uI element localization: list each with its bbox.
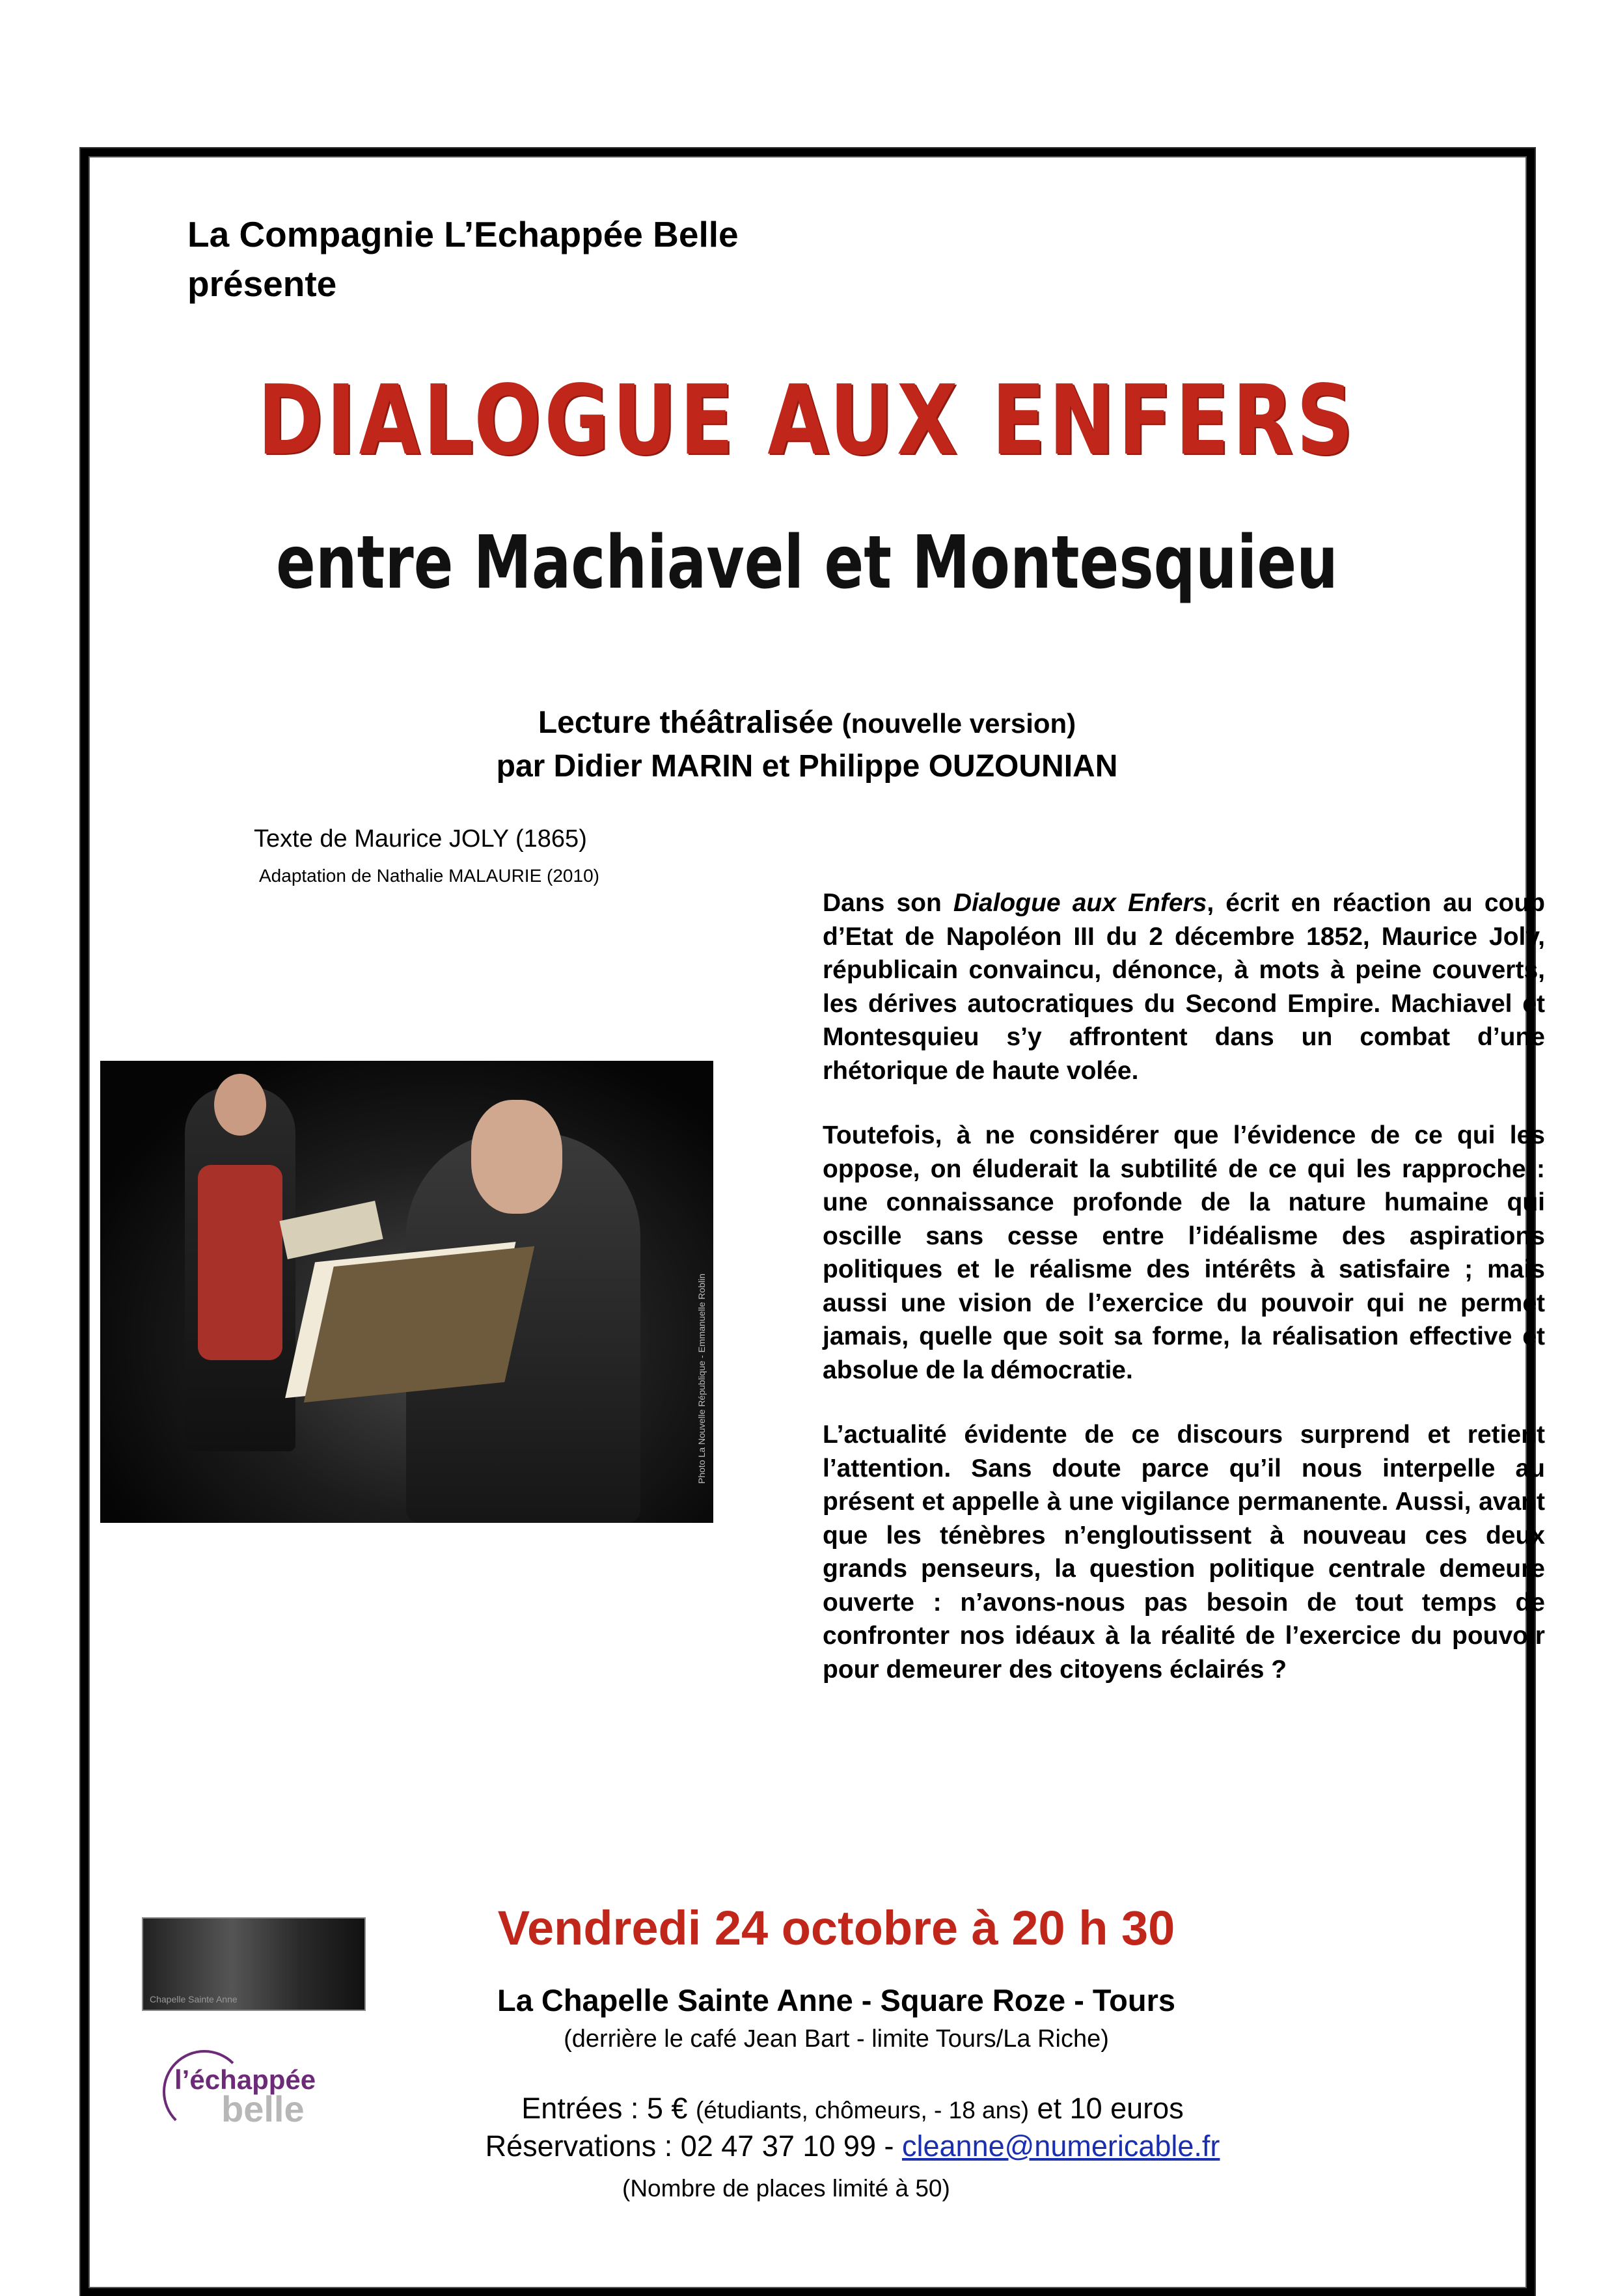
paragraph-1: Dans son Dialogue aux Enfers, écrit en réaction au coup d’Etat de Napoléon III du 2 décembre 1852, Maurice Joly, républicain convaincu, dénonce, à mots à peine couverts, les dérives autocratiques du Second Empire. Machiavel et Montesquieu s’y affrontent dans un combat d’une rhétorique de haute volée. (823, 889, 1545, 1085)
places-note: (Nombre de places limité à 50) (622, 2175, 950, 2202)
red-vest (198, 1165, 282, 1360)
venue-note: (derrière le café Jean Bart - limite Tours/La Riche) (564, 2025, 1109, 2053)
presenter-block (187, 210, 739, 308)
actor-standing-head (214, 1074, 266, 1136)
reading-version: (nouvelle version) (841, 708, 1076, 739)
show-title: DIALOGUE AUX ENFERS (257, 364, 1357, 476)
paragraph-2: Toutefois, à ne considérer que l’évidence de ce qui les oppose, on éluderait la subtilité de ce qui les rapproche : une connaissance profonde de la nature humaine qui oscille sans cesse entre l’idéalisme des aspirations politiques et le réalisme des intérêts à satisfaire ; mais aussi une vision de l’exercice du pouvoir qui ne permet jamais, quelle que soit sa forme, la réalisation effective et absolue de la démocratie. (823, 1121, 1545, 1384)
reading-label: Lecture théâtralisée (538, 705, 834, 740)
chapel-logo-text: Chapelle Sainte Anne (150, 1994, 238, 2004)
event-date: Vendredi 24 octobre à 20 h 30 (497, 1901, 1175, 1955)
performers: par Didier MARIN et Philippe OUZOUNIAN (496, 749, 1118, 784)
work-title: Dialogue aux Enfers (953, 889, 1207, 917)
reservations-label: Réservations : 02 47 37 10 99 - (485, 2129, 902, 2163)
prices (0, 2092, 1614, 2125)
presents-label: présente (187, 264, 337, 304)
actor-seated-head (471, 1100, 562, 1214)
company-name: La Compagnie L’Echappée Belle (187, 214, 739, 254)
photo-credit: Photo La Nouvelle République - Emmanuelle Roblin (696, 1274, 707, 1484)
reservations (0, 2129, 1614, 2163)
show-subtitle: entre Machiavel et Montesquieu (276, 521, 1338, 605)
logo-text-top: l’échappée (174, 2064, 316, 2095)
text-credit: Texte de Maurice JOLY (1865) (254, 825, 587, 853)
adaptation-credit: Adaptation de Nathalie MALAURIE (2010) (259, 866, 599, 886)
logo-text-bottom: belle (221, 2088, 305, 2129)
event-venue: La Chapelle Sainte Anne - Square Roze - Tours (497, 1983, 1175, 2017)
prices-reduced: (étudiants, chômeurs, - 18 ans) (695, 2097, 1030, 2124)
prices-label: Entrées : 5 € (521, 2092, 688, 2125)
description-text (823, 886, 1545, 1717)
paragraph-3: L’actualité évidente de ce discours surprend et retient l’attention. Sans doute parce qu’il nous interpelle au présent et appelle à une vigilance permanente. Aussi, avant que les ténèbres n’engloutissent à nouveau ces deux grands penseurs, la question politique centrale demeure ouverte : n’avons-nous pas besoin de tout temps de confronter nos idéaux à la réalité de l’exercice du pouvoir pour demeurer des citoyens éclairés ? (823, 1421, 1545, 1684)
book-seated (304, 1246, 534, 1402)
reading-info (0, 702, 1614, 788)
prices-full: et 10 euros (1037, 2092, 1184, 2125)
stage-photo (100, 1061, 713, 1523)
reservation-email-link[interactable]: cleanne@numericable.fr (901, 2129, 1220, 2163)
